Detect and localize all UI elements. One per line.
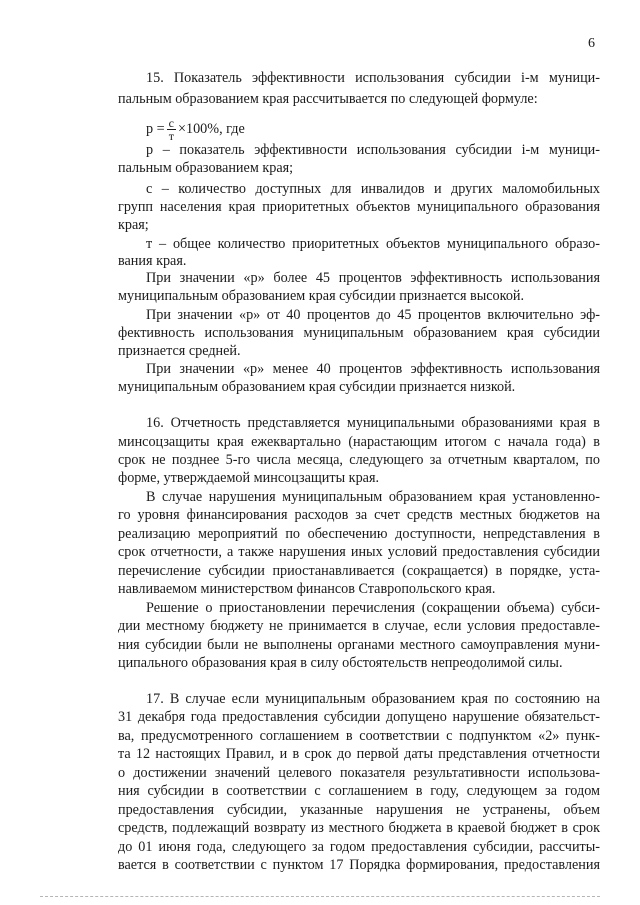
text-line: 31 декабря года предоставления субсидии допущено нарушение обязательст- (118, 709, 600, 725)
text-line: та 12 настоящих Правил, и в срок до первой даты представления отчетности (118, 746, 600, 762)
text-line: срок отчетности, а также нарушения иных условий предоставления субсидии (118, 544, 600, 560)
text-line: т – общее количество приоритетных объектов муниципального образо- (146, 236, 600, 252)
text-line: навливаемом министерством финансов Ставропольского края. (118, 581, 496, 597)
text-line: форме, утверждаемой минсоцзащиты края. (118, 470, 380, 486)
text-line: ва, предусмотренного соглашением в соответствии с подпунктом «2» пунк- (118, 728, 600, 744)
text-line: групп населения края приоритетных объектов муниципального образования (118, 199, 600, 215)
text-line: срок не позднее 5-го числа месяца, следующего за отчетным кварталом, по (118, 452, 600, 468)
text-line: Решение о приостановлении перечисления (сокращении объема) субси- (146, 600, 600, 616)
text-line: В случае нарушения муниципальным образованием края установленно- (146, 489, 600, 505)
page-edge-divider (40, 896, 600, 897)
text-line: о достижении значений целевого показателя результативности использова- (118, 765, 600, 781)
text-line: предоставления субсидии, указанные нарушения не устранены, объем (118, 802, 600, 818)
text-line: 15. Показатель эффективности использования субсидии i-м муници- (146, 70, 600, 86)
text-line: р – показатель эффективности использования субсидии i-м муници- (146, 142, 600, 158)
text-line: дии местному бюджету не принимается в случае, если условия предоставле- (118, 618, 600, 634)
formula-rhs: ×100%, где (177, 120, 245, 137)
page-number: 6 (588, 36, 595, 51)
text-line: минсоцзащиты края ежеквартально (нарастающим итогом с начала года) в (118, 434, 600, 450)
text-line: При значении «р» менее 40 процентов эффективность использования (146, 361, 600, 377)
text-line: ния субсидии были не выполнены органами местного самоуправления муни- (118, 637, 600, 653)
text-line: реализацию мероприятий по обеспечению доступности, непредставления в (118, 526, 600, 542)
text-line: При значении «р» от 40 процентов до 45 процентов включительно эф- (146, 307, 600, 323)
text-line: ципального образования края в силу обстоятельств непреодолимой силы. (118, 655, 563, 671)
text-line: муниципальным образованием края субсидии признается низкой. (118, 379, 516, 395)
text-line: перечисление субсидии приостанавливается (сокращается) в порядке, уста- (118, 563, 600, 579)
text-line: фективность использования муниципальным образованием края субсидии (118, 325, 600, 341)
text-line: пальным образованием края; (118, 160, 294, 176)
text-line: края; (118, 217, 149, 233)
text-line: пальным образованием края рассчитывается по следующей формуле: (118, 91, 538, 107)
text-line: ния субсидии в соответствии с соглашением в году, следующем за годом (118, 783, 600, 799)
text-line: муниципальным образованием края субсидии признается высокой. (118, 288, 525, 304)
formula-fraction (167, 117, 176, 142)
text-line: признается средней. (118, 343, 241, 359)
text-line: с – количество доступных для инвалидов и других маломобильных (146, 181, 600, 197)
formula-numerator: с (168, 115, 174, 130)
formula-denominator: т (168, 128, 174, 143)
text-line: вается в соответствии с пунктом 17 Порядка формирования, предоставления (118, 857, 600, 873)
text-line: средств, подлежащий возврату из местного бюджета в краевой бюджет в срок (118, 820, 600, 836)
text-line: 16. Отчетность представляется муниципальными образованиями края в (146, 415, 600, 431)
text-line: При значении «р» более 45 процентов эффективность использования (146, 270, 600, 286)
text-line: 17. В случае если муниципальным образованием края по состоянию на (146, 691, 600, 707)
text-line: го уровня финансирования расходов за счет средств местных бюджетов на (118, 507, 600, 523)
formula-lhs: р = (146, 120, 165, 137)
text-line: до 01 июня года, следующего за годом предоставления субсидии, рассчиты- (118, 839, 600, 855)
text-line: вания края. (118, 253, 187, 269)
